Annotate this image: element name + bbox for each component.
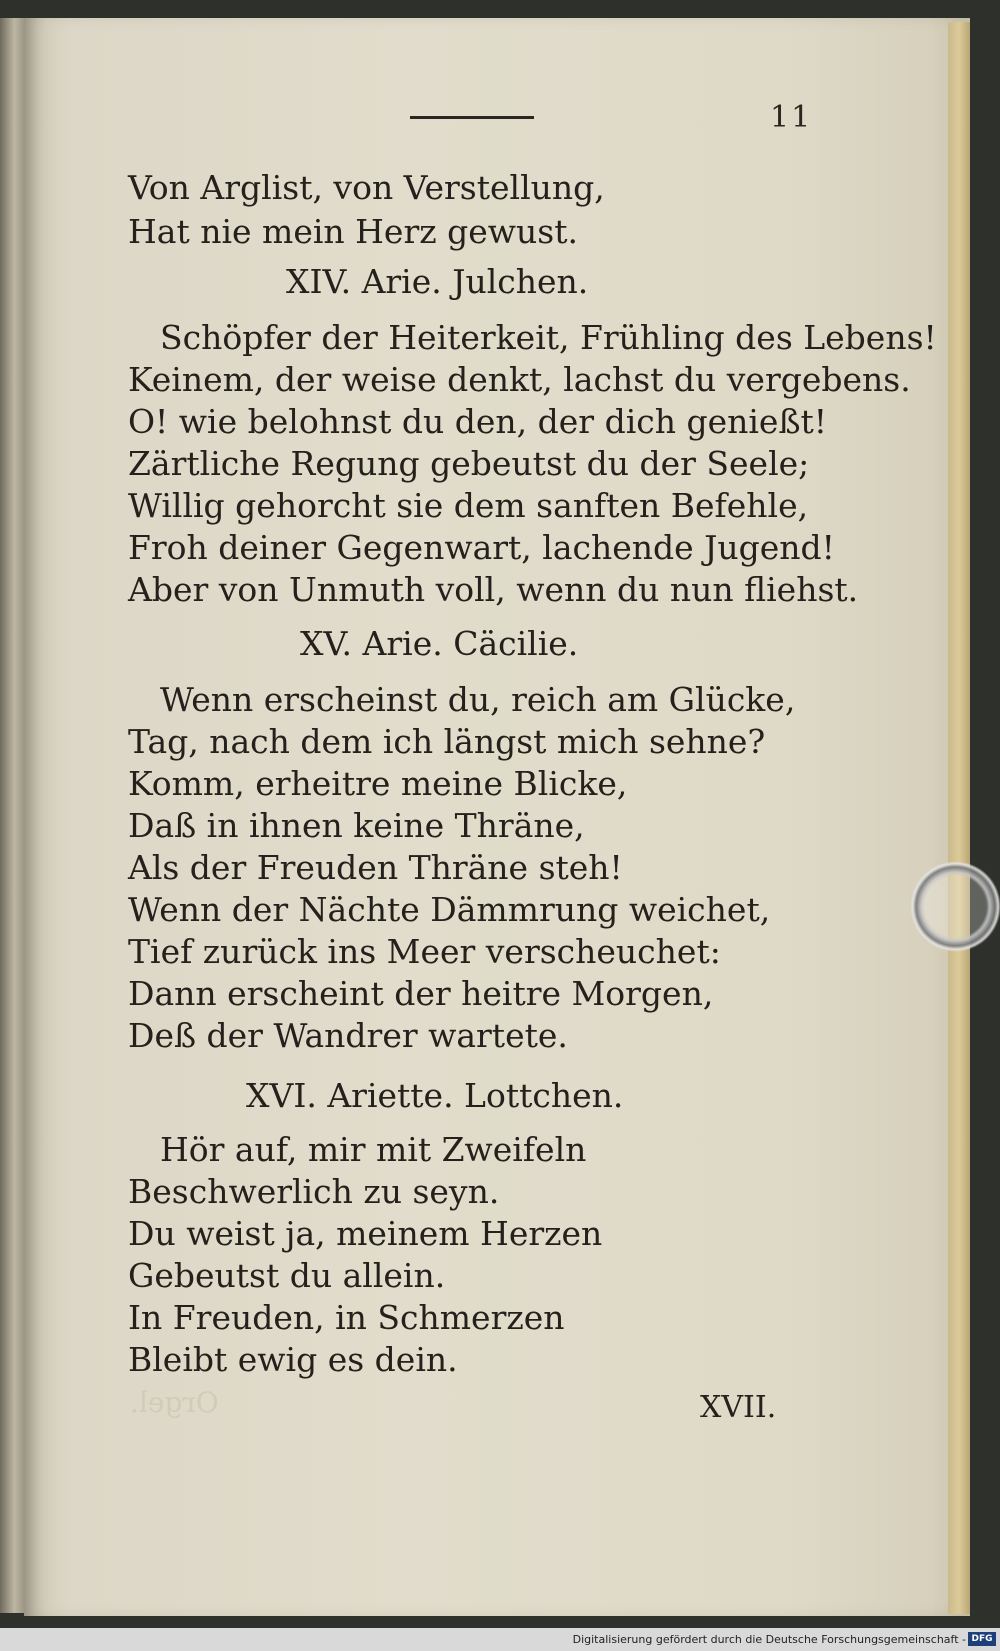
page-number: 11 [770,100,813,135]
dfg-logo: DFG [968,1632,996,1646]
aria-heading: XV. Arie. Cäcilie. [300,624,579,663]
verse-line: Bleibt ewig es dein. [128,1340,458,1379]
verse-line: Von Arglist, von Verstellung, [128,168,605,207]
verse-line: O! wie belohnst du den, der dich genießt! [128,402,828,441]
verse-line: Komm, erheitre meine Blicke, [128,764,628,803]
page-stack-edge [948,22,970,1614]
bleed-through-text: Orgel. [130,1386,219,1419]
aria-heading: XVI. Ariette. Lottchen. [246,1076,624,1115]
verse-line: Wenn der Nächte Dämmrung weichet, [128,890,771,929]
verse-line: Du weist ja, meinem Herzen [128,1214,603,1253]
verse-line: Hör auf, mir mit Zweifeln [160,1130,587,1169]
aria-heading: XIV. Arie. Julchen. [286,262,589,301]
verse-line: Hat nie mein Herz gewust. [128,212,578,251]
verse-line: Zärtliche Regung gebeutst du der Seele; [128,444,810,483]
verse-line: Schöpfer der Heiterkeit, Frühling des Lebens! [160,318,937,357]
verse-line: In Freuden, in Schmerzen [128,1298,565,1337]
verse-line: Froh deiner Gegenwart, lachende Jugend! [128,528,835,567]
left-page-edge [0,18,24,1613]
verse-line: Als der Freuden Thräne steh! [128,848,623,887]
verse-line: Gebeutst du allein. [128,1256,446,1295]
verse-line: Daß in ihnen keine Thräne, [128,806,585,845]
verse-line: Beschwerlich zu seyn. [128,1172,500,1211]
verse-line: Wenn erscheinst du, reich am Glücke, [160,680,796,719]
verse-line: Tief zurück ins Meer verscheuchet: [128,932,721,971]
header-rule [410,116,534,119]
verse-line: Keinem, der weise denkt, lachst du vergebens. [128,360,911,399]
catchword: XVII. [700,1390,777,1425]
footer-credit: Digitalisierung gefördert durch die Deutsche Forschungsgemeinschaft - [572,1633,966,1646]
verse-line: Tag, nach dem ich längst mich sehne? [128,722,766,761]
verse-line: Willig gehorcht sie dem sanften Befehle, [128,486,809,525]
verse-line: Deß der Wandrer wartete. [128,1016,568,1055]
verse-line: Dann erscheint der heitre Morgen, [128,974,714,1013]
verse-line: Aber von Unmuth voll, wenn du nun fliehst. [128,570,859,609]
